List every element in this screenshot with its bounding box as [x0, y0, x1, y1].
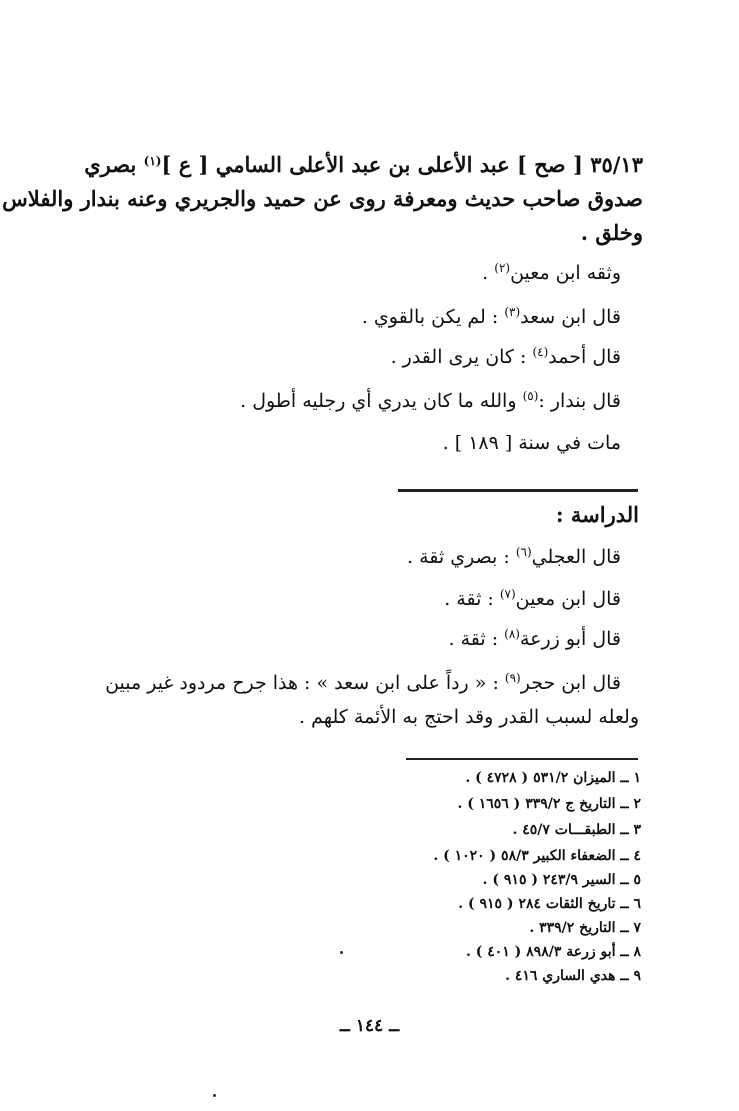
- study-1: قال العجلي$^{(٦)}$ : بصري ثقة .: [407, 545, 621, 568]
- study-2: قال ابن معين$^{(٧)}$ : ثقة .: [444, 587, 621, 610]
- footnote-8: ٨ ــ أبو زرعة ٨٩٨/٣ ( ٤٠١ ) .: [465, 944, 641, 960]
- footnote-6: ٦ ــ تاريخ الثقات ٢٨٤ ( ٩١٥ ) .: [458, 896, 641, 912]
- entry-origin: بصري: [84, 152, 137, 177]
- entry-grade: [ صح ]: [517, 152, 583, 177]
- entry-line-3: وخلق .: [580, 220, 643, 245]
- entry-ref: [ ع ]: [161, 152, 209, 177]
- footnote-ref-1b: (١): [143, 154, 162, 168]
- study-heading: الدراسة :: [555, 502, 639, 527]
- footnote-4: ٤ ــ الضعفاء الكبير ٥٨/٣ ( ١٠٢٠ ) .: [433, 848, 641, 864]
- entry-line-2: صدوق صاحب حديث ومعرفة روى عن حميد والجريري وعنه بندار والفلاس: [2, 186, 643, 211]
- statement-4: قال بندار :$^{(٥)}$ والله ما كان يدري أي رجليه أطول .: [240, 389, 621, 412]
- footnote-5: ٥ ــ السير ٢٤٣/٩ ( ٩١٥ ) .: [482, 872, 641, 888]
- statement-5: مات في سنة [ ١٨٩ ] .: [442, 432, 621, 454]
- study-4: قال ابن حجر$^{(٩)}$ : « رداً على ابن سعد » : هذا جرح مردود غير مبين: [105, 671, 621, 694]
- footnote-3: ٣ ــ الطبقـــات ٤٥/٧ .: [512, 822, 641, 838]
- footnote-9: ٩ ــ هدي الساري ٤١٦ .: [505, 968, 641, 984]
- statement-3: قال أحمد$^{(٤)}$ : كان يرى القدر .: [390, 345, 621, 368]
- statement-1: وثقه ابن معين$^{(٢)}$ .: [482, 261, 621, 284]
- study-4-cont: ولعله لسبب القدر وقد احتج به الأئمة كلهم .: [299, 706, 639, 728]
- footnote-7: ٧ ــ التاريخ ٣٣٩/٢ .: [529, 920, 641, 936]
- entry-number: ٣٥/١٣: [590, 152, 643, 177]
- entry-title-line: [84, 152, 643, 177]
- speck: [213, 1094, 216, 1097]
- speck: [340, 951, 343, 954]
- study-3: قال أبو زرعة$^{(٨)}$ : ثقة .: [448, 627, 621, 650]
- footnote-2: ٢ ــ التاريخ ج ٣٣٩/٢ ( ١٦٥٦ ) .: [457, 796, 641, 812]
- narrator-name: عبد الأعلى بن عبد الأعلى السامي: [215, 152, 510, 177]
- section-divider: [398, 489, 638, 492]
- footnote-divider: [406, 758, 638, 760]
- statement-2: قال ابن سعد$^{(٣)}$ : لم يكن بالقوي .: [361, 305, 621, 328]
- footnote-1: ١ ــ الميزان ٥٣١/٢ ( ٤٧٢٨ ) .: [465, 770, 641, 786]
- page-number: ــ ١٤٤ ــ: [339, 1016, 400, 1036]
